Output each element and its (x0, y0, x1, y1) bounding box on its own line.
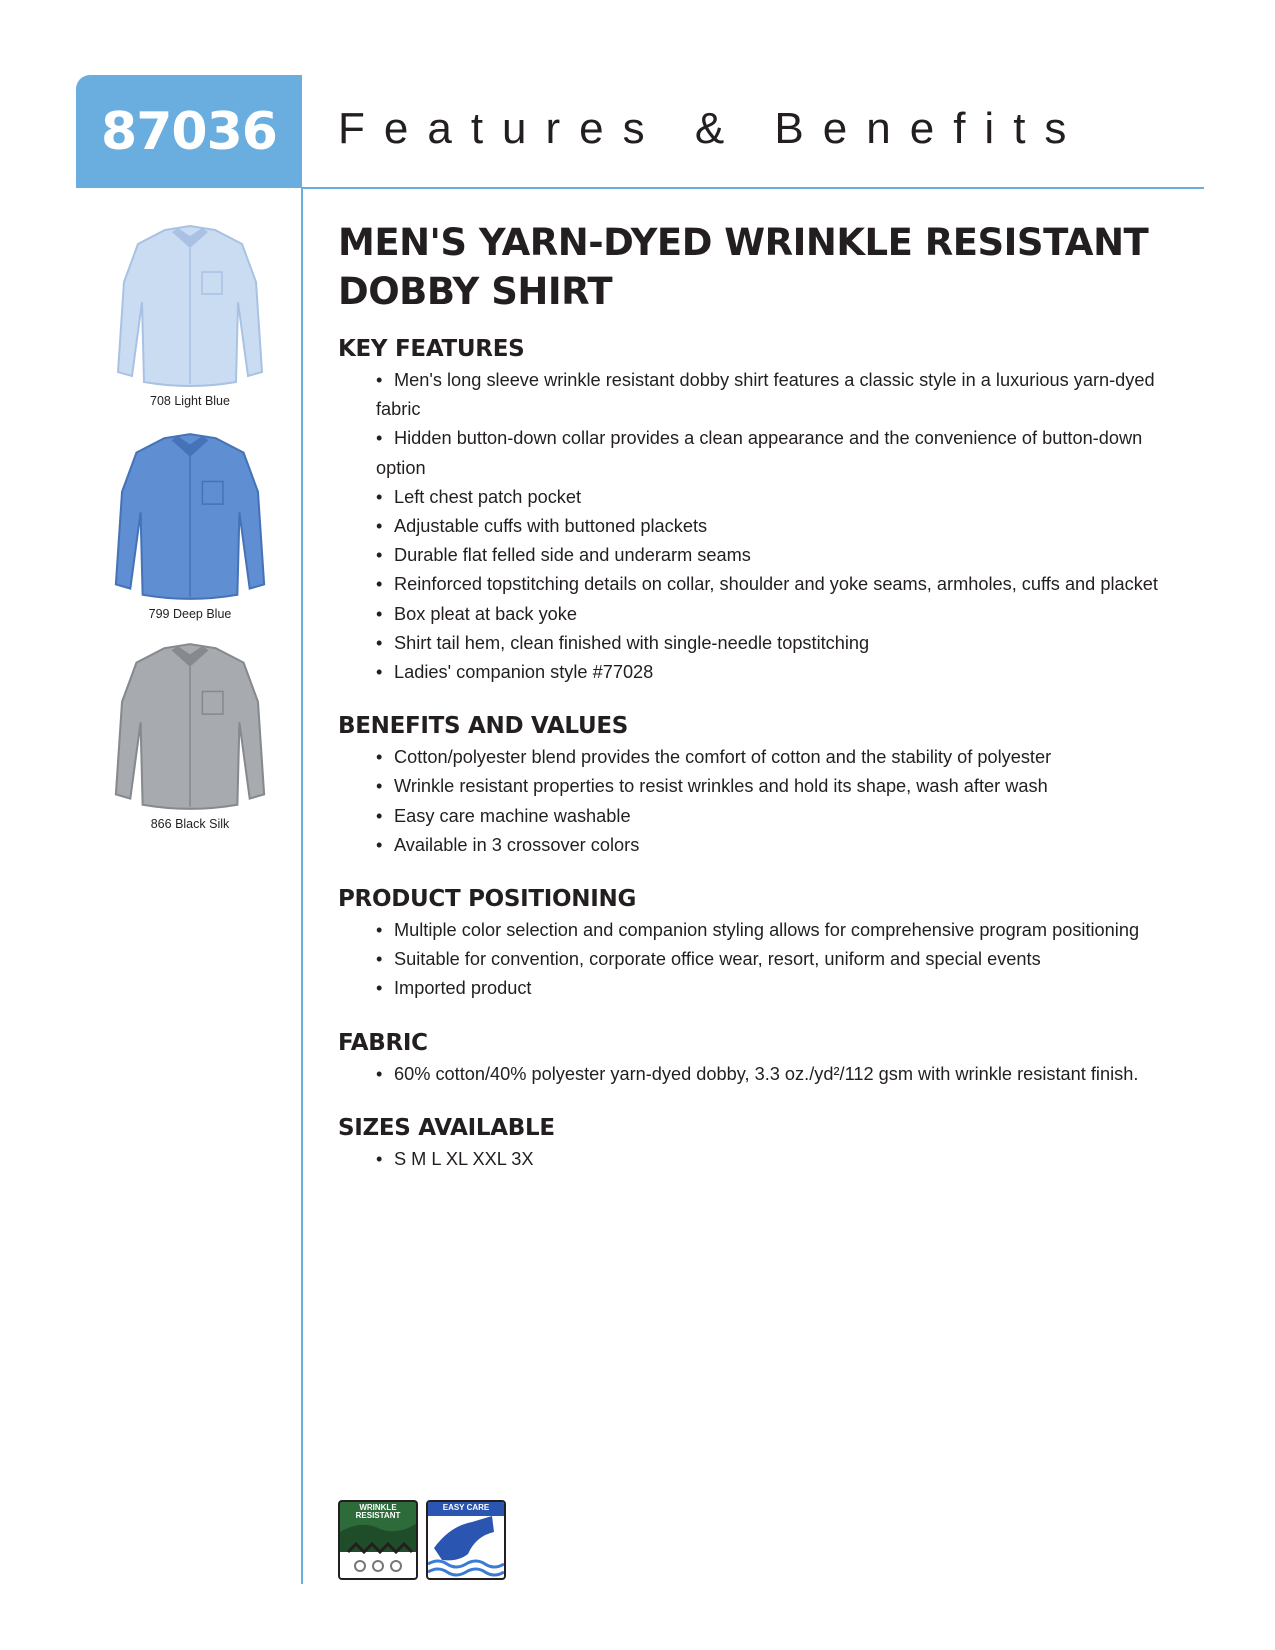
bullet-item (376, 831, 1168, 860)
wrinkle-resistant-label: WRINKLE RESISTANT (355, 1503, 401, 1520)
care-badges (338, 1500, 506, 1580)
shirt-image-deep-blue (105, 430, 275, 605)
color-swatch-light-blue (100, 222, 280, 408)
bullet-item (376, 570, 1168, 599)
bullet-text: Multiple color selection and companion styling allows for comprehensive program positioning (394, 920, 1140, 941)
bullet-item (376, 916, 1168, 945)
bullet-dot: • (376, 574, 383, 595)
bullet-dot: • (376, 1148, 383, 1169)
shirt-image-light-blue (110, 222, 270, 392)
swatch-label: 708 Light Blue (150, 394, 230, 408)
bullet-dot: • (376, 805, 383, 826)
bullet-item (376, 802, 1168, 831)
bullet-item (376, 974, 1168, 1003)
benefits-list (338, 743, 1168, 860)
bullet-text: Suitable for convention, corporate office wear, resort, uniform and special events (394, 949, 1041, 970)
easy-care-label: EASY CARE (442, 1503, 490, 1512)
bullet-item (376, 772, 1168, 801)
product-title-line2: DOBBY SHIRT (338, 270, 613, 313)
bullet-dot: • (376, 747, 383, 768)
bullet-text: Cotton/polyester blend provides the comfort of cotton and the stability of polyester (394, 747, 1052, 768)
sizes-list (338, 1145, 1168, 1174)
fabric-heading: FABRIC (338, 1029, 428, 1056)
product-title (338, 218, 1168, 316)
bullet-text: S M L XL XXL 3X (394, 1148, 534, 1169)
bullet-text: Ladies' companion style #77028 (394, 662, 654, 683)
benefits-heading: BENEFITS AND VALUES (338, 713, 629, 740)
product-content (338, 218, 1168, 1174)
bullet-text: Imported product (394, 978, 532, 999)
positioning-list (338, 916, 1168, 1004)
bullet-item (376, 743, 1168, 772)
color-swatch-black-silk (100, 640, 280, 831)
bullet-item (376, 541, 1168, 570)
wrinkle-resistant-icon (338, 1500, 418, 1580)
swatch-label: 799 Deep Blue (148, 607, 232, 621)
bullet-item (376, 629, 1168, 658)
style-number: 87036 (101, 101, 277, 162)
swatch-label: 866 Black Silk (150, 817, 230, 831)
sidebar-divider (301, 188, 303, 1584)
bullet-dot: • (376, 370, 383, 390)
bullet-item (376, 424, 1168, 482)
shirt-image-black-silk (105, 640, 275, 815)
bullet-text: Reinforced topstitching details on collar, shoulder and yoke seams, armholes, cuffs and placket (394, 574, 1158, 595)
bullet-text: Box pleat at back yoke (394, 603, 577, 624)
bullet-dot: • (376, 486, 383, 507)
bullet-text: Easy care machine washable (394, 805, 631, 826)
bullet-text: Adjustable cuffs with buttoned plackets (394, 516, 708, 537)
color-swatch-deep-blue (100, 430, 280, 621)
bullet-dot: • (376, 428, 383, 449)
bullet-dot: • (376, 603, 383, 624)
bullet-dot: • (376, 1063, 383, 1084)
bullet-item (376, 1145, 1168, 1174)
easy-care-icon (426, 1500, 506, 1580)
style-number-tab (76, 75, 302, 188)
bullet-item (376, 658, 1168, 687)
key-features-list (338, 366, 1168, 687)
sizes-heading: SIZES AVAILABLE (338, 1114, 555, 1141)
bullet-dot: • (376, 978, 383, 999)
bullet-text: 60% cotton/40% polyester yarn-dyed dobby, 3.3 oz./yd²/112 gsm with wrinkle resistant finish. (394, 1063, 1139, 1084)
bullet-dot: • (376, 920, 383, 941)
bullet-dot: • (376, 545, 383, 566)
bullet-item (376, 1060, 1168, 1089)
fabric-list (338, 1060, 1168, 1089)
bullet-text: Wrinkle resistant properties to resist wrinkles and hold its shape, wash after wash (394, 776, 1048, 797)
bullet-text: Durable flat felled side and underarm seams (394, 545, 751, 566)
positioning-heading: PRODUCT POSITIONING (338, 886, 637, 913)
page-title: Features & Benefits (338, 104, 1086, 153)
bullet-text: Available in 3 crossover colors (394, 834, 640, 855)
bullet-dot: • (376, 516, 383, 537)
bullet-dot: • (376, 632, 383, 653)
bullet-dot: • (376, 949, 383, 970)
bullet-text: Hidden button-down collar provides a clean appearance and the convenience of button-down option (376, 428, 1143, 478)
bullet-dot: • (376, 776, 383, 797)
key-features-heading: KEY FEATURES (338, 336, 525, 362)
bullet-text: Men's long sleeve wrinkle resistant dobby shirt features a classic style in a luxurious yarn-dyed fabric (376, 370, 1155, 420)
bullet-item (376, 945, 1168, 974)
bullet-item (376, 512, 1168, 541)
bullet-item (376, 366, 1168, 424)
bullet-dot: • (376, 834, 383, 855)
bullet-item (376, 483, 1168, 512)
bullet-text: Left chest patch pocket (394, 486, 582, 507)
product-title-line1: MEN'S YARN-DYED WRINKLE RESISTANT (338, 221, 1149, 264)
bullet-item (376, 600, 1168, 629)
header-divider (302, 187, 1204, 189)
bullet-text: Shirt tail hem, clean finished with single-needle topstitching (394, 632, 870, 653)
bullet-dot: • (376, 662, 383, 683)
